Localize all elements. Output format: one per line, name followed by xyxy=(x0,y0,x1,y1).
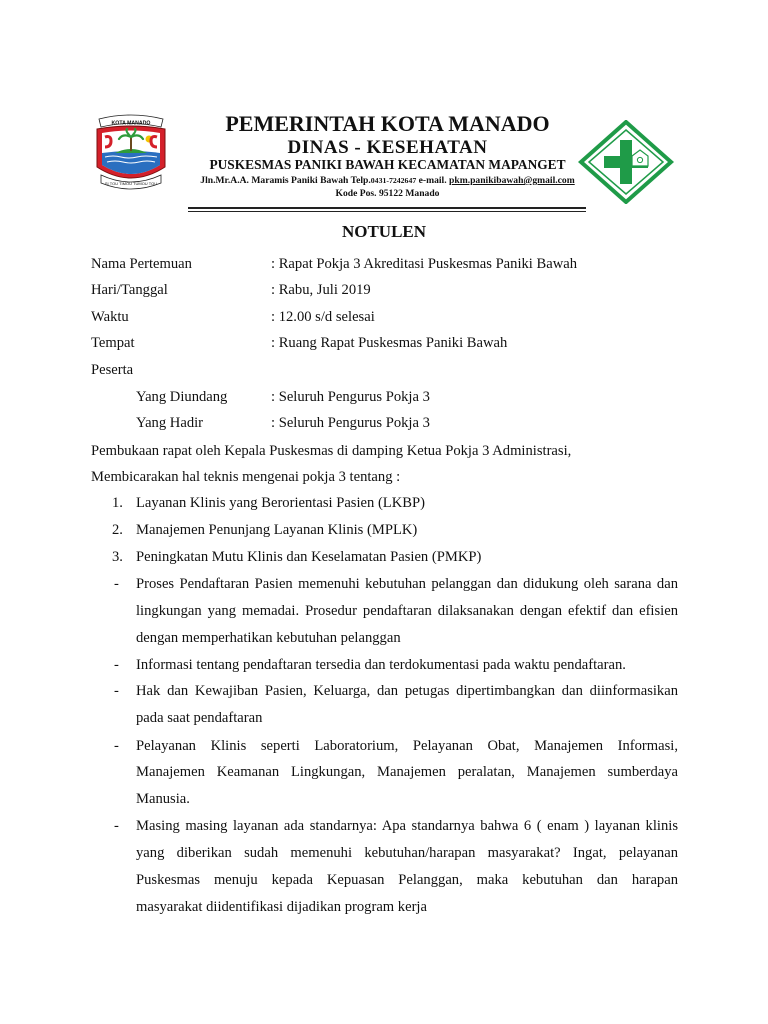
list-item: Manajemen Penunjang Layanan Klinis (MPLK) xyxy=(136,522,418,538)
letterhead-government: PEMERINTAH KOTA MANADO xyxy=(225,111,550,136)
bullet-line: Manusia. xyxy=(136,791,190,807)
meta-label: Nama Pertemuan xyxy=(91,256,192,272)
meta-value: : 12.00 s/d selesai xyxy=(271,309,375,325)
address-email: pkm.panikibawah@gmail.com xyxy=(449,175,575,186)
bullet-line: lingkungan yang memadai. Prosedur pendaftaran dilaksanakan dengan efektif dan efisien xyxy=(136,603,678,619)
meta-value: : Rapat Pokja 3 Akreditasi Puskesmas Paniki Bawah xyxy=(271,256,578,272)
bullet-line: Hak dan Kewajiban Pasien, Keluarga, dan petugas dipertimbangkan dan diinformasikan xyxy=(136,683,678,699)
bullet-mark: - xyxy=(114,683,119,699)
letterhead-rule-thick xyxy=(188,207,586,209)
list-number: 3. xyxy=(112,549,123,565)
list-item: Layanan Klinis yang Berorientasi Pasien (LKBP) xyxy=(136,495,425,511)
letterhead-postcode: Kode Pos. 95122 Manado xyxy=(335,188,440,199)
bullet-line: yang diberikan sudah memenuhi kebutuhan/harapan masyarakat? Ingat, pelayanan xyxy=(136,845,678,861)
letterhead-address xyxy=(180,174,595,187)
emblem-banner-text: KOTA MANADO xyxy=(111,120,151,127)
bullet-line: dengan memperhatikan kebutuhan pelanggan xyxy=(136,630,401,646)
bullet-line: masyarakat diidentifikasi dijadikan program kerja xyxy=(136,899,427,915)
bullet-line: Puskesmas menuju kepada Kepuasan Pelanggan, maka kebutuhan dan harapan xyxy=(136,872,678,888)
puskesmas-cross-icon xyxy=(577,120,675,204)
peserta-value: : Seluruh Pengurus Pokja 3 xyxy=(271,415,430,431)
address-phone: 0431-7242647 xyxy=(370,176,417,185)
meta-label: Tempat xyxy=(91,335,135,351)
bullet-line: Masing masing layanan ada standarnya: Apa standarnya bahwa 6 ( enam ) layanan klinis xyxy=(136,818,678,834)
intro-paragraph: Membicarakan hal teknis mengenai pokja 3 tentang : xyxy=(91,469,401,485)
peserta-heading: Peserta xyxy=(91,362,134,378)
address-email-label: e-mail. xyxy=(416,175,450,186)
meta-label: Waktu xyxy=(91,309,129,325)
bullet-line: pada saat pendaftaran xyxy=(136,710,263,726)
address-street: Jln.Mr.A.A. Maramis Paniki Bawah Telp. xyxy=(200,175,371,186)
meta-label: Hari/Tanggal xyxy=(91,282,168,298)
peserta-value: : Seluruh Pengurus Pokja 3 xyxy=(271,389,430,405)
bullet-mark: - xyxy=(114,738,119,754)
bullet-line: Pelayanan Klinis seperti Laboratorium, Pelayanan Obat, Manajemen Informasi, xyxy=(136,738,678,754)
list-number: 2. xyxy=(112,522,123,538)
list-number: 1. xyxy=(112,495,123,511)
letterhead-department: DINAS - KESEHATAN xyxy=(287,137,488,158)
kota-manado-emblem-icon xyxy=(89,109,173,195)
intro-paragraph: Pembukaan rapat oleh Kepala Puskesmas di damping Ketua Pokja 3 Administrasi, xyxy=(91,443,572,459)
letterhead-puskesmas: PUSKESMAS PANIKI BAWAH KECAMATAN MAPANGET xyxy=(209,157,566,172)
bullet-line: Manajemen Keamanan Lingkungan, Manajemen peralatan, Manajemen sumberdaya xyxy=(136,764,678,780)
list-item: Peningkatan Mutu Klinis dan Keselamatan Pasien (PMKP) xyxy=(136,549,482,565)
meta-value: : Ruang Rapat Puskesmas Paniki Bawah xyxy=(271,335,508,351)
bullet-line: Informasi tentang pendaftaran tersedia dan terdokumentasi pada waktu pendaftaran. xyxy=(136,657,626,673)
peserta-label: Yang Hadir xyxy=(136,415,204,431)
peserta-label: Yang Diundang xyxy=(136,389,228,405)
letterhead-rule-thin xyxy=(188,211,586,212)
bullet-mark: - xyxy=(114,818,119,834)
bullet-mark: - xyxy=(114,657,119,673)
document-title: NOTULEN xyxy=(341,222,427,241)
bullet-mark: - xyxy=(114,576,119,592)
bullet-line: Proses Pendaftaran Pasien memenuhi kebutuhan pelanggan dan didukung oleh sarana dan xyxy=(136,576,678,592)
meta-value: : Rabu, Juli 2019 xyxy=(271,282,371,298)
emblem-motto-text: SI TOU TIMOU TUMOU TOU xyxy=(104,181,158,186)
